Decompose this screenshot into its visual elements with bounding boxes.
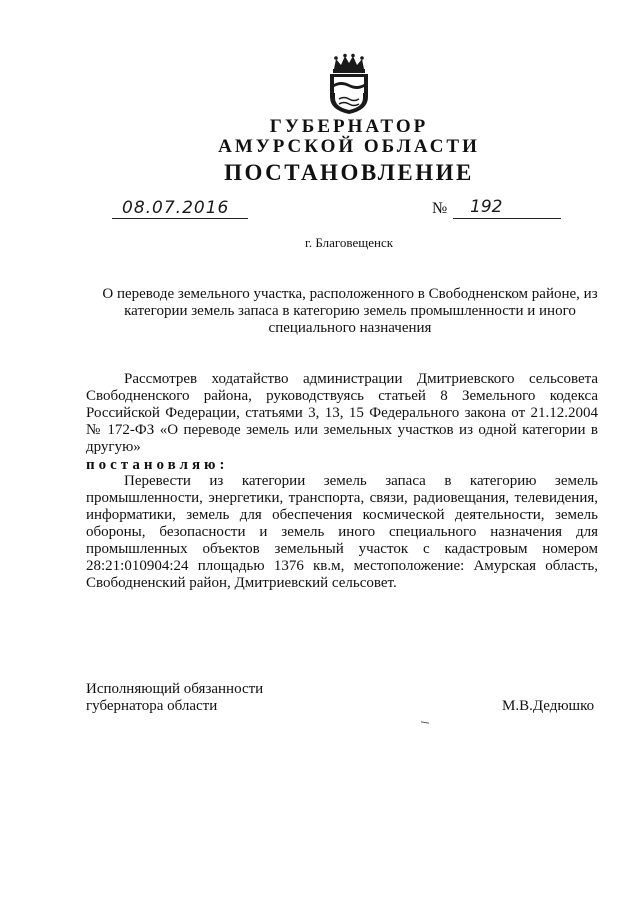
issuer-title: ГУБЕРНАТОР: [269, 116, 429, 137]
signatory-title-line-2: губернатора области: [86, 698, 218, 714]
document-subject: О переводе земельного участка, расположенного в Свободненском районе, из категории земель запаса в категорию земель промышленности и иного специального назначения: [102, 286, 598, 336]
preamble-paragraph: Рассмотрев ходатайство администрации Дмитриевского сельсовета Свободненского района, руководствуясь статьей 8 Земельного кодекса Российской Федерации, статьями 3, 13, 15 Федерального закона от 21.12.2004 № 172-ФЗ «О переводе земель или земельных участков из одной категории в другую»: [86, 371, 598, 455]
signature-mark: [421, 721, 429, 723]
city: г. Благовещенск: [304, 235, 394, 250]
decree-word: постановляю:: [86, 457, 229, 473]
date-underline: [112, 218, 248, 219]
number-underline: [453, 218, 561, 219]
number-sign: №: [432, 200, 448, 217]
signatory-title-line-1: Исполняющий обязанности: [86, 681, 264, 697]
document-type: ПОСТАНОВЛЕНИЕ: [224, 160, 474, 185]
document-number: 192: [470, 197, 503, 217]
issuer-region: АМУРСКОЙ ОБЛАСТИ: [218, 136, 480, 157]
coat-of-arms-icon: [324, 53, 374, 115]
document-date: 08.07.2016: [122, 198, 230, 218]
signatory-title: [86, 681, 263, 715]
decree-paragraph: Перевести из категории земель запаса в категорию земель промышленности, энергетики, транспорта, связи, радиовещания, телевидения, информатики, земель для обеспечения космической деятельности, земель обороны, безопасности и земель иного специального назначения для промышленных объектов земельный участок с кадастровым номером 28:21:010904:24 площадью 1376 кв.м, местоположение: Амурская область, Свободненский район, Дмитриевский сельсовет.: [86, 473, 598, 591]
signatory-name: М.В.Дедюшко: [502, 698, 595, 714]
